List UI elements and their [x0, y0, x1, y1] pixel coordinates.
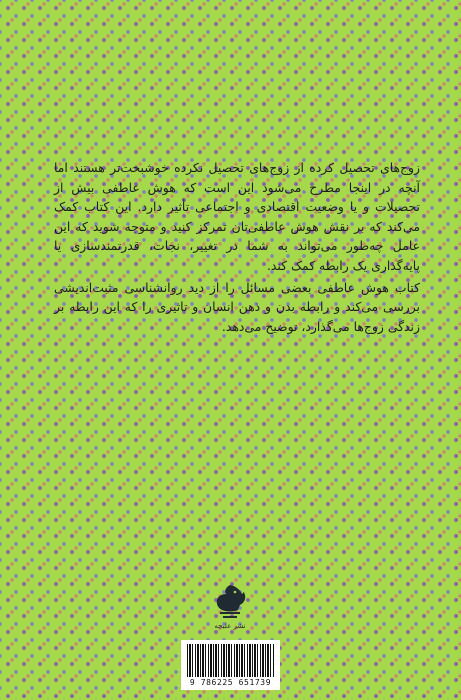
blurb-paragraph-2: کتاب هوش عاطفی بعضی مسائل را از دید روانشناسی مثبت‌اندیشی بررسی می‌کند و رابطه بدن و ذهن انسان و تاثیری را که این رابطه بر زندگی زوج‌ها می‌گذارد، توضیح می‌دهد.: [54, 279, 420, 334]
barcode-digits: 9 786225 651739: [189, 678, 272, 687]
publisher-logo: [208, 582, 252, 634]
barcode-bars: [187, 644, 274, 677]
publisher-bird-icon: [208, 582, 252, 622]
blurb-text: [54, 158, 420, 338]
publisher-name: نشر علیچه: [214, 622, 246, 630]
isbn-barcode: [181, 640, 280, 690]
blurb-paragraph-1: زوج‌های تحصیل کرده از زوج‌های تحصیل نکرده خوشبخت‌تر هستند اما آنچه در اینجا مطرح می‌شود این است که هوش عاطفی بیش از تحصیلات و یا وضعیت اقتصادی و اجتماعی تأثیر دارد. این کتاب کمک می‌کند که بر نقش هوش عاطفی‌تان تمرکز کنید و متوجه شوید که این عامل چه‌طور می‌تواند به شما در تغییر، نجات، قدرتمندسازی یا پایه‌گذاری یک رابطه کمک کند.: [54, 160, 420, 273]
